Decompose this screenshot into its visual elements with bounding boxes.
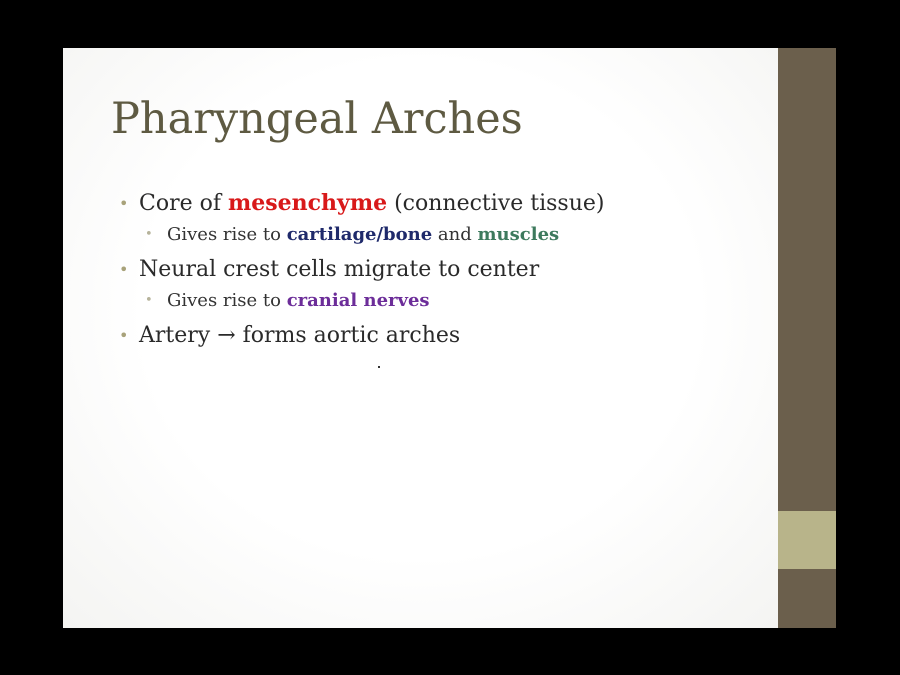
bullet-text: Artery xyxy=(139,323,218,348)
sub-bullet-dot-icon: • xyxy=(145,227,153,242)
side-bar-accent xyxy=(778,511,836,569)
arrow-right-icon: → xyxy=(217,323,236,348)
highlight-muscles: muscles xyxy=(477,224,560,245)
sub-bullet-dot-icon: • xyxy=(145,293,153,308)
sub-bullet-text: Gives rise to xyxy=(167,290,287,311)
sub-bullet-text: and xyxy=(432,224,478,245)
sub-bullet-text: Gives rise to xyxy=(167,224,287,245)
slide xyxy=(63,48,778,628)
bullet-item xyxy=(119,188,759,249)
bullet-dot-icon: • xyxy=(119,326,129,345)
bullet-dot-icon: • xyxy=(119,194,129,213)
sub-bullet-list xyxy=(139,287,759,315)
bullet-text: Neural crest cells migrate to center xyxy=(139,257,540,282)
bullet-item xyxy=(119,254,759,315)
slide-side-bar xyxy=(778,48,836,628)
highlight-mesenchyme: mesenchyme xyxy=(228,190,388,216)
sub-bullet-list xyxy=(139,221,759,249)
bullet-text: Core of xyxy=(139,191,228,216)
sub-bullet-item xyxy=(143,221,759,249)
highlight-cartilage-bone: cartilage/bone xyxy=(286,224,433,245)
sub-bullet-item xyxy=(143,287,759,315)
slide-title: Pharyngeal Arches xyxy=(111,94,523,144)
bullet-text: (connective tissue) xyxy=(387,191,605,216)
bullet-item xyxy=(119,320,759,351)
mouse-cursor-icon xyxy=(378,366,380,368)
bullet-text: forms aortic arches xyxy=(235,323,461,348)
highlight-cranial-nerves: cranial nerves xyxy=(286,290,430,311)
bullet-dot-icon: • xyxy=(119,260,129,279)
bullet-list xyxy=(119,188,759,351)
